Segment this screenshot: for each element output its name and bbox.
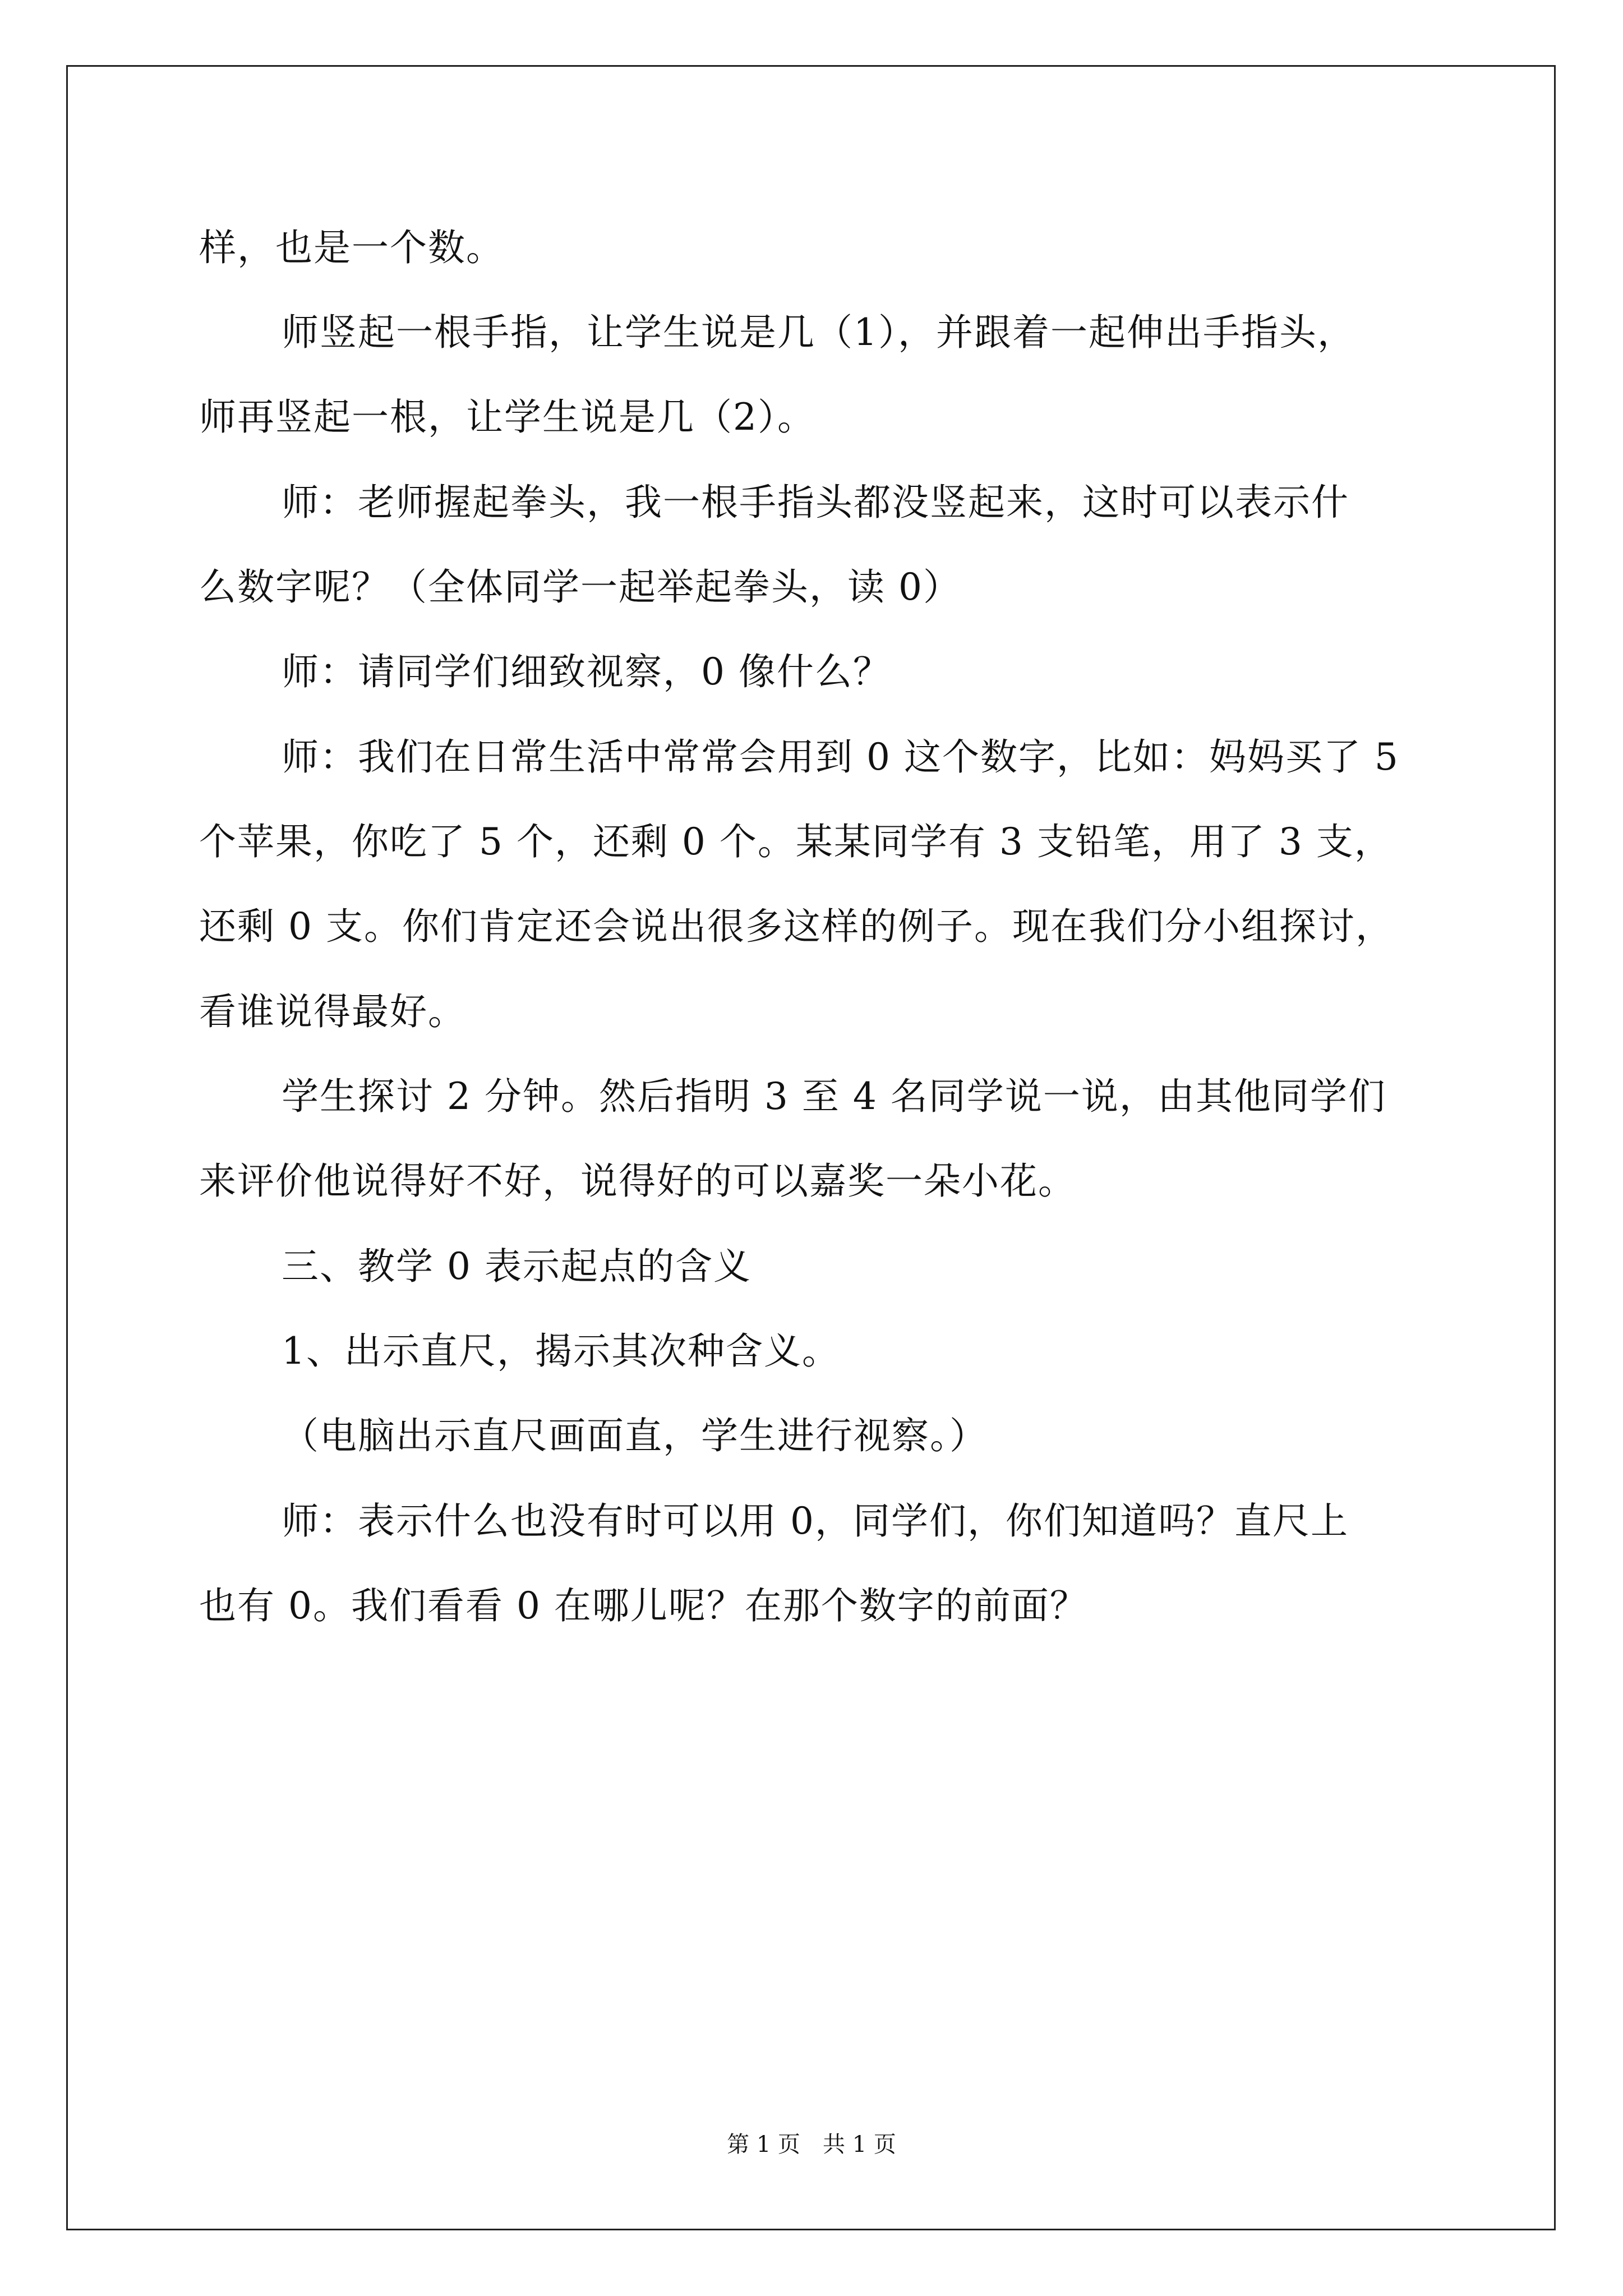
text-line: 么数字呢？（全体同学一起举起拳头，读 0）	[199, 565, 961, 609]
text-line: 师：老师握起拳头，我一根手指头都没竖起来，这时可以表示什	[282, 481, 1349, 524]
text-line: （电脑出示直尺画面直，学生进行视察。）	[282, 1414, 988, 1457]
page-border	[66, 65, 1556, 2230]
text-line: 样，也是一个数。	[199, 226, 504, 269]
text-line: 师：我们在日常生活中常常会用到 0 这个数字，比如：妈妈买了 5	[282, 735, 1399, 779]
text-line: 1、出示直尺，揭示其次种含义。	[282, 1329, 840, 1373]
page-number-footer: 第 1 页 共 1 页	[727, 2132, 896, 2157]
text-line: 学生探讨 2 分钟。然后指明 3 至 4 名同学说一说，由其他同学们	[282, 1075, 1386, 1118]
text-line: 个苹果，你吃了 5 个，还剩 0 个。某某同学有 3 支铅笔，用了 3 支，	[199, 820, 1393, 863]
text-line: 还剩 0 支。你们肯定还会说出很多这样的例子。现在我们分小组探讨，	[199, 905, 1394, 948]
text-line: 也有 0。我们看看 0 在哪儿呢？在那个数字的前面？	[199, 1584, 1088, 1627]
text-line: 看谁说得最好。	[199, 990, 466, 1033]
text-line: 师再竖起一根，让学生说是几（2）。	[199, 395, 815, 439]
text-line: 来评价他说得好不好，说得好的可以嘉奖一朵小花。	[199, 1159, 1076, 1203]
section-heading: 三、教学 0 表示起点的含义	[282, 1245, 751, 1288]
text-line: 师竖起一根手指，让学生说是几（1），并跟着一起伸出手指头，	[282, 311, 1355, 354]
text-line: 师：请同学们细致视察，0 像什么？	[282, 650, 891, 693]
text-line: 师：表示什么也没有时可以用 0，同学们，你们知道吗？直尺上	[282, 1499, 1349, 1543]
